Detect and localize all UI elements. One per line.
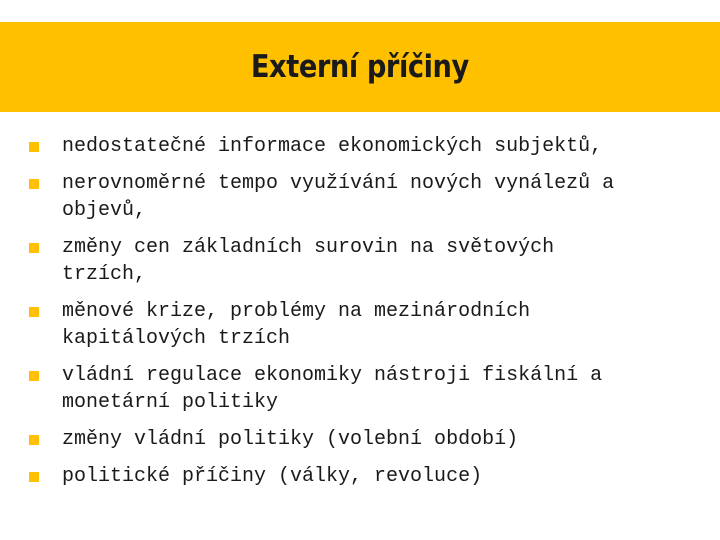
bullet-item [28, 298, 708, 352]
bullet-item [28, 234, 708, 288]
bullet-item [28, 426, 708, 453]
square-bullet-icon [29, 435, 39, 445]
slide-title: Externí příčiny [251, 49, 469, 85]
bullet-text: měnové krize, problémy na mezinárodních kapitálových trzích [62, 300, 531, 350]
bullet-item [28, 170, 708, 224]
bullet-item [28, 133, 708, 160]
bullet-text: nedostatečné informace ekonomických subjektů, [62, 135, 603, 158]
bullet-text: vládní regulace ekonomiky nástroji fiskální a monetární politiky [62, 364, 603, 414]
title-band [0, 22, 720, 112]
bullet-text: změny vládní politiky (volební období) [62, 428, 519, 451]
square-bullet-icon [29, 243, 39, 253]
square-bullet-icon [29, 472, 39, 482]
square-bullet-icon [29, 371, 39, 381]
bullet-item [28, 362, 708, 416]
bullet-text: politické příčiny (války, revoluce) [62, 465, 483, 488]
bullet-list [28, 133, 708, 500]
bullet-text: nerovnoměrné tempo využívání nových vynálezů a objevů, [62, 172, 615, 222]
bullet-text: změny cen základních surovin na světových trzích, [62, 236, 555, 286]
square-bullet-icon [29, 142, 39, 152]
square-bullet-icon [29, 307, 39, 317]
square-bullet-icon [29, 179, 39, 189]
bullet-item [28, 463, 708, 490]
